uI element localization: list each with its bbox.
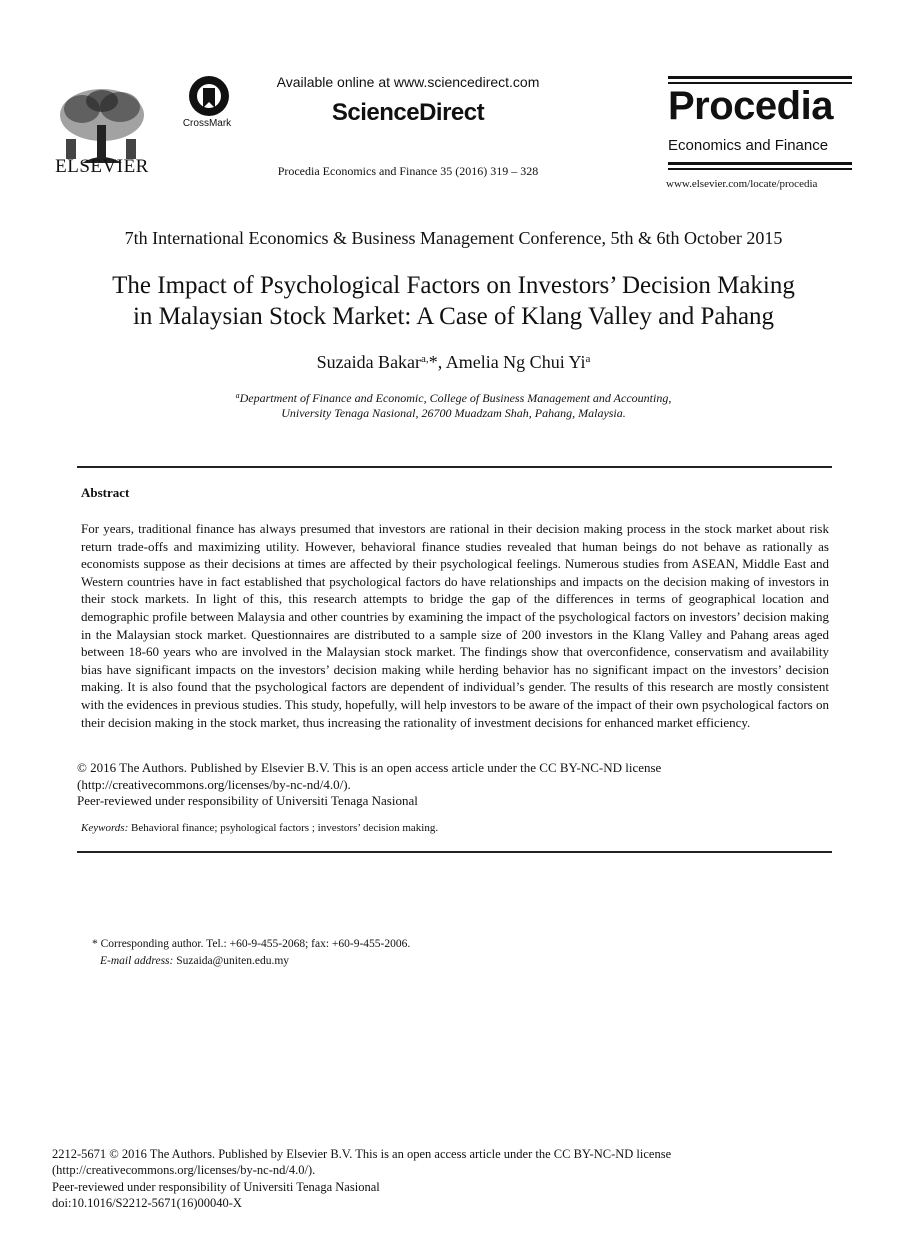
- authors: [0, 352, 907, 373]
- author-2-mark: a: [585, 353, 591, 365]
- footer-license: 2212-5671 © 2016 The Authors. Published by Elsevier B.V. This is an open access article under the CC BY-NC-ND license: [52, 1147, 672, 1161]
- crossmark-label: CrossMark: [182, 118, 232, 129]
- conference-name: 7th International Economics & Business Management Conference, 5th & 6th October 2015: [124, 228, 783, 248]
- journal-url[interactable]: www.elsevier.com/locate/procedia: [666, 178, 818, 190]
- corresponding-line: * Corresponding author. Tel.: +60-9-455-2068; fax: +60-9-455-2006.: [92, 938, 411, 950]
- license-line-3: Peer-reviewed under responsibility of Universiti Tenaga Nasional: [77, 793, 418, 808]
- license-notice: [77, 760, 777, 810]
- author-1-mark: a,: [421, 353, 429, 365]
- sciencedirect-logo: ScienceDirect: [331, 99, 485, 126]
- publisher-name: ELSEVIER: [55, 156, 149, 177]
- keywords: [81, 822, 438, 834]
- title-line-1: The Impact of Psychological Factors on Investors’ Decision Making: [112, 272, 795, 299]
- available-online: Available online at www.sciencedirect.com: [276, 74, 540, 90]
- brand-rule-bottom-thin: [668, 168, 852, 170]
- divider-bottom: [77, 851, 832, 853]
- email-label: E-mail address:: [100, 955, 174, 967]
- keywords-label: Keywords:: [81, 822, 129, 834]
- affiliation-line-1: Department of Finance and Economic, College of Business Management and Accounting,: [239, 391, 672, 405]
- title-line-2: in Malaysian Stock Market: A Case of Klang Valley and Pahang: [132, 303, 775, 330]
- journal-reference: Procedia Economics and Finance 35 (2016) 319 – 328: [277, 164, 539, 178]
- footer: [52, 1146, 752, 1211]
- license-link[interactable]: (http://creativecommons.org/licenses/by-nc-nd/4.0/).: [77, 776, 351, 792]
- keywords-text: Behavioral finance; psyhological factors ; investors’ decision making.: [128, 822, 439, 834]
- paper-title: [40, 270, 867, 332]
- affiliation-line-2: University Tenaga Nasional, 26700 Muadzam Shah, Pahang, Malaysia.: [281, 406, 626, 420]
- author-separator: *,: [428, 352, 446, 372]
- affiliation: [0, 388, 907, 421]
- footer-doi[interactable]: doi:10.1016/S2212-5671(16)00040-X: [52, 1195, 242, 1210]
- affiliation-mark: a: [235, 391, 240, 400]
- brand-rule-bottom: [668, 162, 852, 165]
- footer-peer-review: Peer-reviewed under responsibility of Universiti Tenaga Nasional: [52, 1179, 380, 1194]
- footer-license-link[interactable]: (http://creativecommons.org/licenses/by-nc-nd/4.0/).: [52, 1163, 316, 1178]
- brand-rule-top: [668, 76, 852, 79]
- author-1: Suzaida Bakar: [316, 352, 422, 372]
- journal-brand: Procedia: [668, 84, 833, 128]
- email-address[interactable]: Suzaida@uniten.edu.my: [173, 955, 290, 967]
- abstract-body: For years, traditional finance has always presumed that investors are rational in their decision making process in the stock market about risk return trade-offs and maximizing utility. However, behavioral finance studies revealed that human beings do not behave as rationally as economists suppose as their decisions at times are affected by their psychological feelings. Numerous studies from ASEAN, Middle East and Western countries have in fact established that psychological factors do have relationships and impacts on the decision making of investors in their stock markets. In light of this, this research attempts to bridge the gap of the differences in terms of geographical location and demographic profile between Malaysia and other countries by examining the impact of the psychological factors on investors’ decision making in the Malaysian stock market. Questionnaires are distributed to a sample size of 200 investors in the Klang Valley and Pahang areas aged between 18-60 years who are involved in the Malaysian stock market. The findings show that overconfidence, conservatism and availability bias have significant impacts on the investors’ decision making while herding behavior has no significant impact on the investors’ decision making. It is also found that the psychological factors are dependent of individual’s gender. The results of this research are mostly consistent with the evidences in previous studies. This study, hopefully, will help investors to be aware of the impact of their own psychological factors on their decision making in the stock market, thus increasing the rationality of investment decisions for enhanced market efficiency.: [81, 521, 829, 730]
- author-2: Amelia Ng Chui Yi: [445, 352, 586, 372]
- abstract-heading: Abstract: [81, 485, 130, 500]
- license-line-1: © 2016 The Authors. Published by Elsevier B.V. This is an open access article under the CC BY-NC-ND license: [77, 760, 662, 775]
- corresponding-author: [92, 936, 692, 970]
- journal-brand-sub: Economics and Finance: [668, 137, 829, 154]
- divider-top: [77, 466, 832, 468]
